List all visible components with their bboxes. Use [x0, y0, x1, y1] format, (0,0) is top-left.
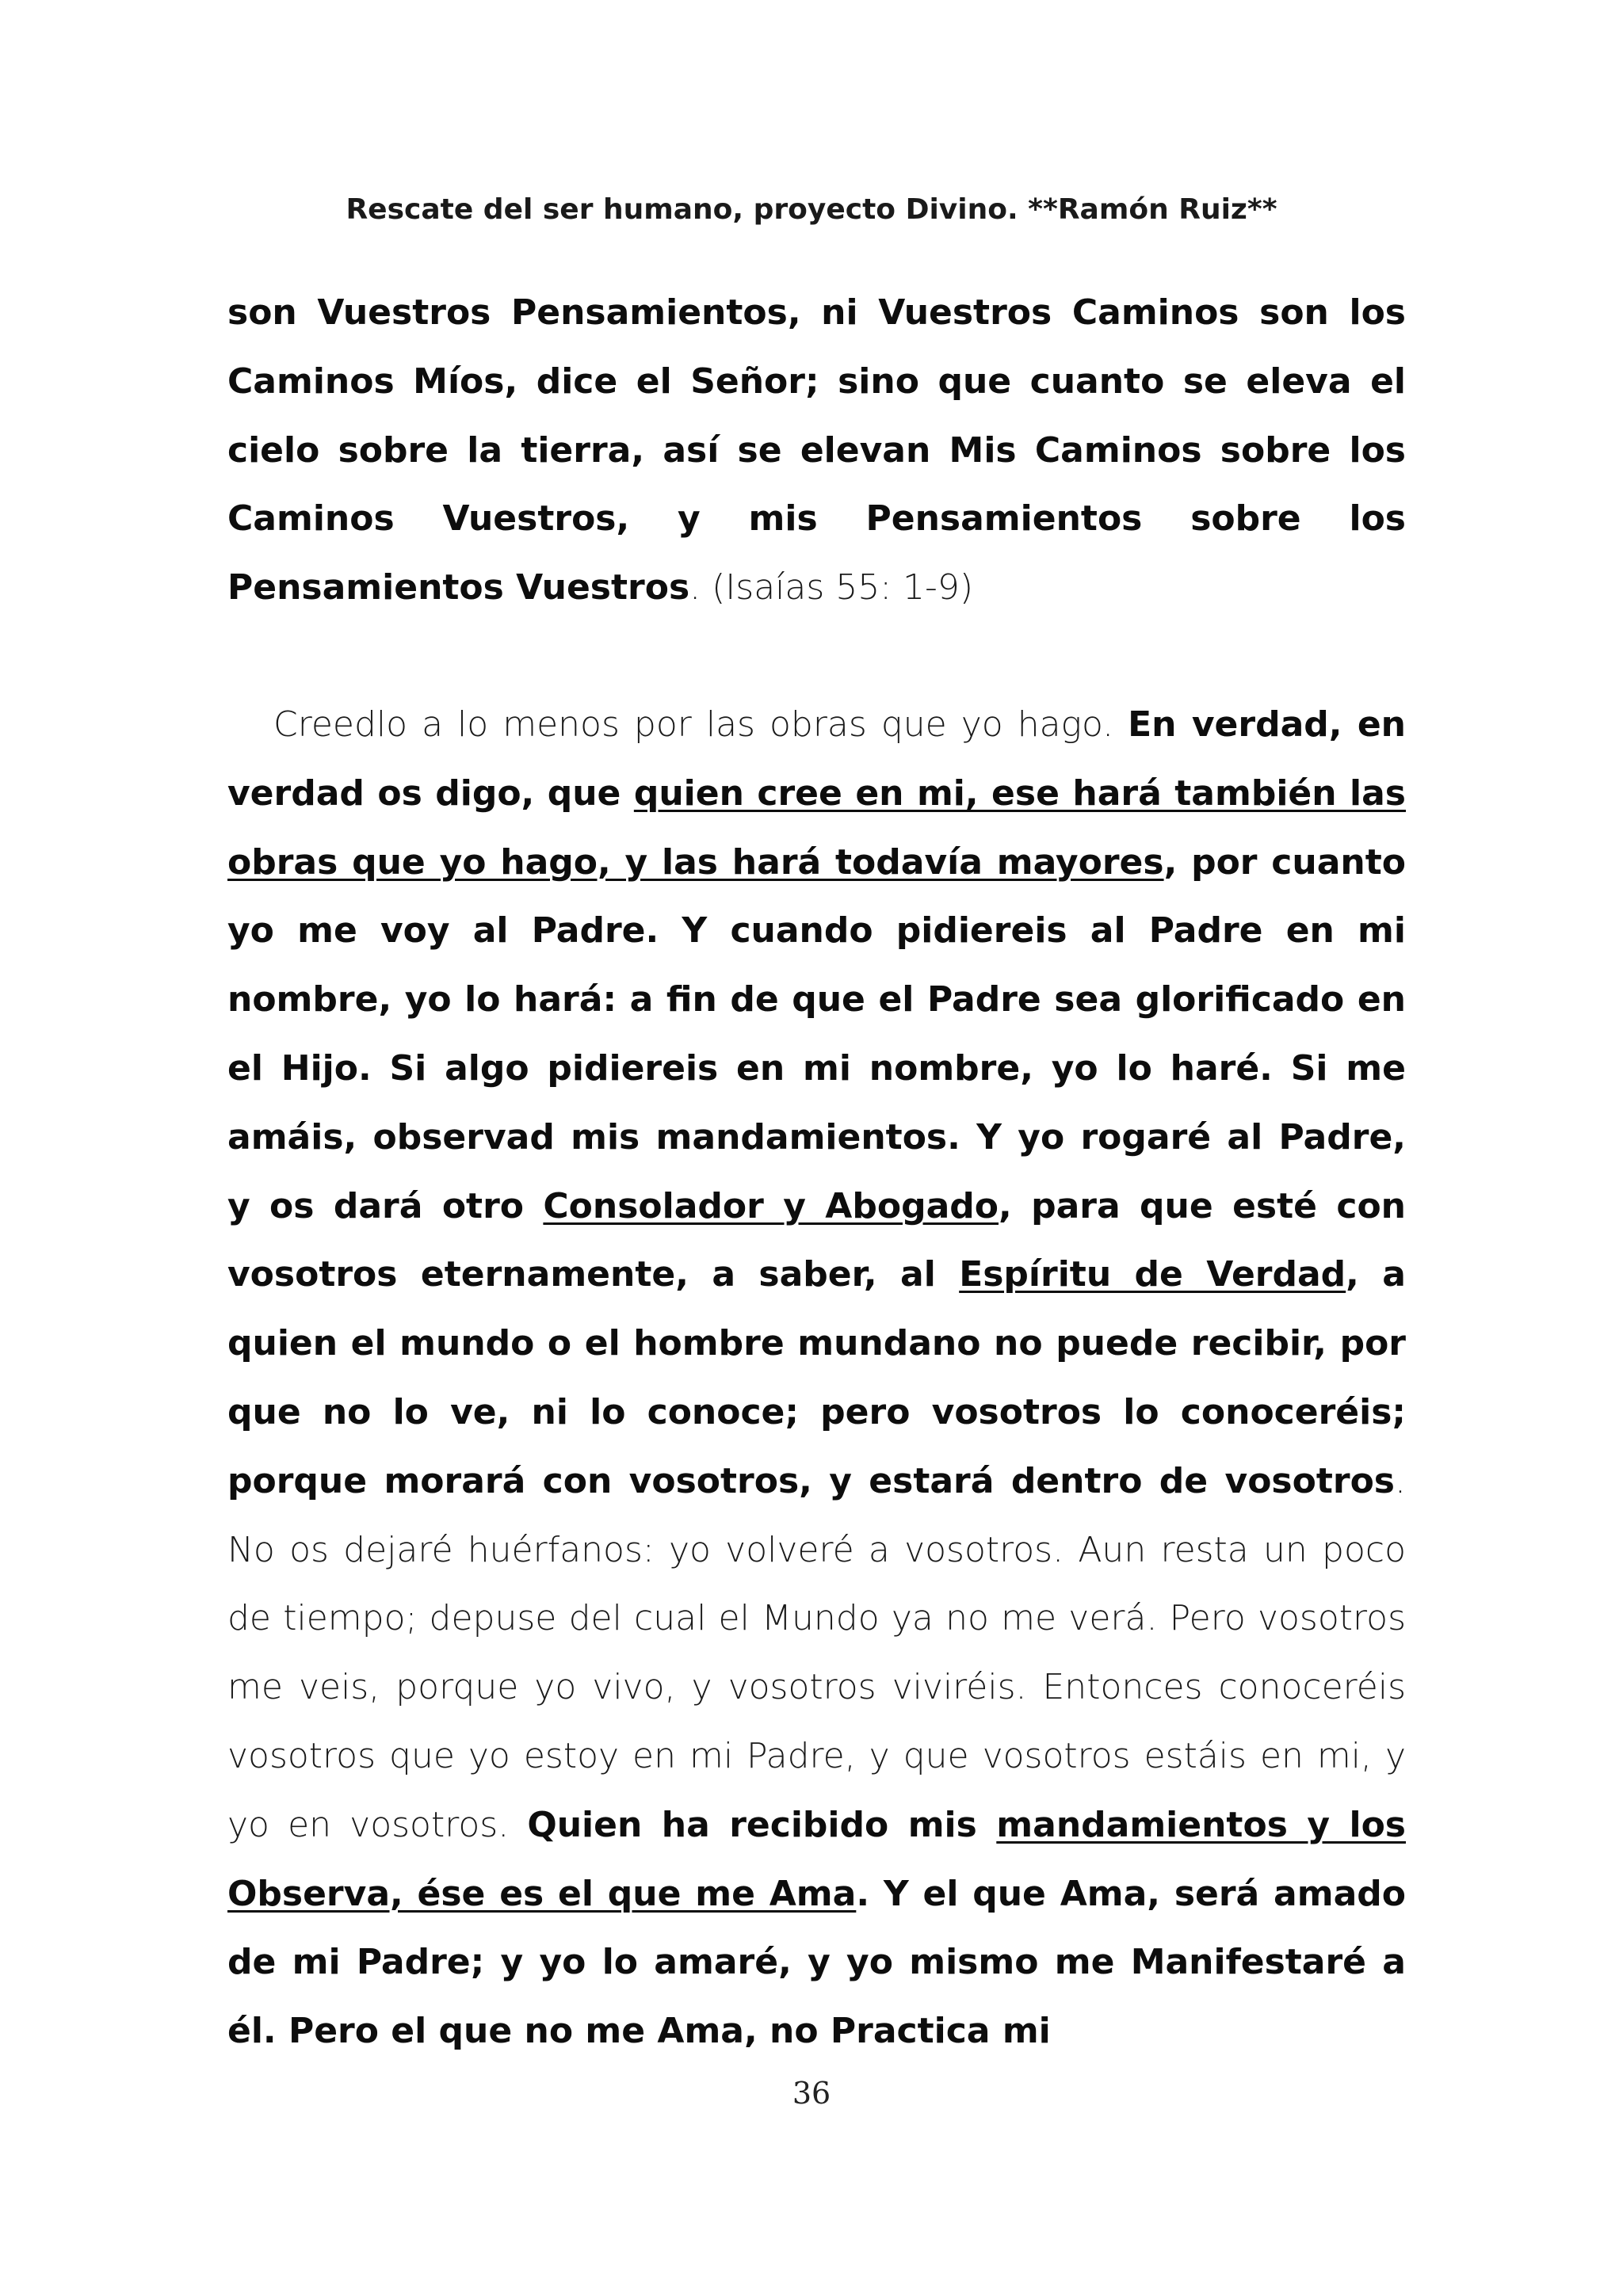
- paragraph-2-segment-4: , por cuanto yo me voy al Padre. Y cuando pidiereis al Padre en mi nombre, yo lo hará: a fin de que el Padre sea glorificado en el Hijo. Si algo pidiereis en mi nombre, yo lo haré. Si me amáis, observad mis mandamientos. Y yo rogaré al Padre, y os dará otro: [227, 841, 1406, 1226]
- paragraph-2: [227, 691, 1406, 2066]
- paragraph-2-segment-3: quien cree en mi, ese hará también las obras que yo hago, y las hará todavía mayores: [227, 772, 1406, 883]
- running-header: Rescate del ser humano, proyecto Divino. **Ramón Ruiz**: [346, 193, 1277, 226]
- bold-scripture-text: son Vuestros Pensamientos, ni Vuestros Caminos son los Caminos Míos, dice el Señor; sino que cuanto se eleva el cielo sobre la tierra, así se elevan Mis Caminos sobre los Caminos Vuestros, y mis Pensamientos sobre los Pensamientos Vuestros: [227, 292, 1406, 608]
- page-number: 36: [792, 2076, 831, 2111]
- paragraph-2-segment-9: . No os dejaré huérfanos: yo volveré a vosotros. Aun resta un poco de tiempo; depuse del cual el Mundo ya no me verá. Pero vosotros me veis, porque yo vivo, y vosotros viviréis. Entonces conoceréis vosotros que yo estoy en mi Padre, y que vosotros estáis en mi, y yo en vosotros.: [227, 1460, 1406, 1845]
- paragraph-2-segment-10: Quien ha recibido mis: [527, 1804, 997, 1845]
- paragraph-1: [227, 279, 1406, 623]
- paragraph-2-segment-12: . Y el que Ama, será amado de mi Padre; y yo lo amaré, y yo mismo me Manifestaré a él. Pero el que no me Ama, no Practica mi: [227, 1873, 1406, 2052]
- paragraph-2-segment-1: Creedlo a lo menos por las obras que yo hago.: [273, 704, 1128, 745]
- paragraph-2-segment-8: , a quien el mundo o el hombre mundano no puede recibir, por que no lo ve, ni lo conoce; pero vosotros lo conoceréis; porque morará con vosotros, y estará dentro de vosotros: [227, 1254, 1406, 1501]
- paragraph-2-segment-5: Consolador y Abogado: [543, 1185, 999, 1226]
- scripture-reference: . (Isaías 55: 1-9): [689, 567, 974, 608]
- paragraph-2-segment-11: mandamientos y los Observa, ése es el que me Ama: [227, 1804, 1406, 1914]
- paragraph-2-segment-2: En verdad, en verdad os digo, que: [227, 704, 1406, 814]
- paragraph-2-segment-7: Espíritu de Verdad: [959, 1254, 1346, 1295]
- paragraph-2-segment-6: , para que esté con vosotros eternamente, a saber, al: [227, 1185, 1406, 1295]
